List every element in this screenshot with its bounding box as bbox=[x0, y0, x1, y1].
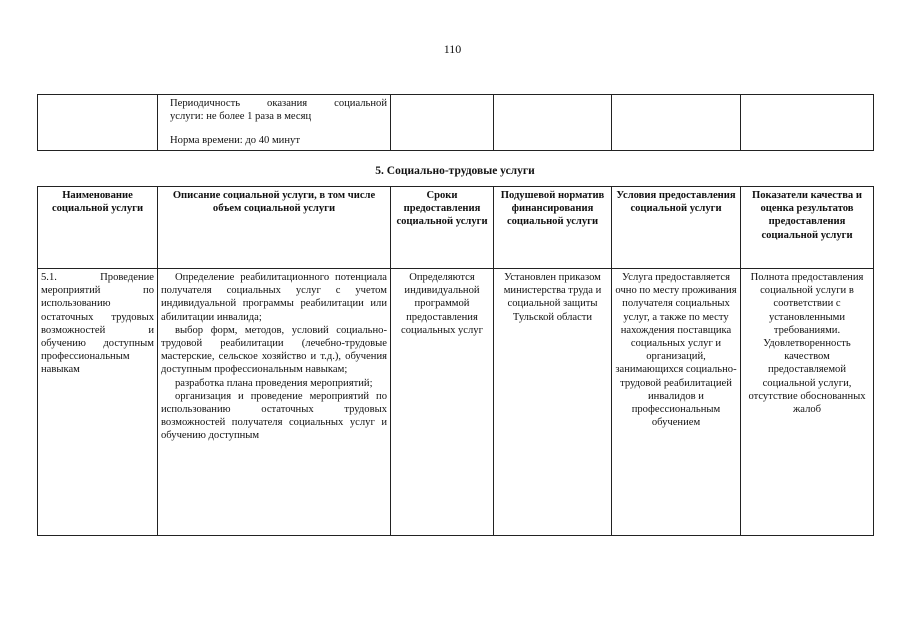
description-paragraph: организация и проведение мероприятий по использованию остаточных трудовых возможностей получателя социальных услуг и обучению доступным bbox=[161, 390, 387, 442]
description-line: услуги: не более 1 раза в месяц bbox=[170, 111, 312, 123]
table-cell bbox=[612, 95, 741, 151]
table-row bbox=[38, 269, 874, 536]
table-row bbox=[38, 95, 874, 151]
description-paragraph: Определение реабилитационного потенциала получателя социальных услуг с учетом индивидуальной программы реабилитации или абилитации инвалида; bbox=[161, 272, 387, 323]
column-header: Описание социальной услуги, в том числе объем социальной услуги bbox=[158, 187, 391, 269]
service-name-cell bbox=[38, 269, 158, 536]
conditions-cell: Услуга предоставляется очно по месту проживания получателя социальных услуг, а также по месту нахождения поставщика социальных услуг и организаций, занимающихся социально-трудовой реабилитацией инвалидов и профессиональным обучением bbox=[612, 269, 741, 536]
terms-cell: Определяются индивидуальной программой предоставления социальных услуг bbox=[391, 269, 494, 536]
continued-table bbox=[37, 94, 874, 151]
column-header: Показатели качества и оценка результатов предоставления социальной услуги bbox=[741, 187, 874, 269]
financing-cell: Установлен приказом министерства труда и социальной защиты Тульской области bbox=[494, 269, 612, 536]
header-row bbox=[38, 187, 874, 269]
service-name: 5.1. Проведение мероприятий по использованию остаточных трудовых возможностей и обучению доступным профессиональным навыкам bbox=[41, 272, 154, 376]
table-cell bbox=[391, 95, 494, 151]
table-cell bbox=[741, 95, 874, 151]
table-cell bbox=[38, 95, 158, 151]
column-header: Сроки предоставления социальной услуги bbox=[391, 187, 494, 269]
description-paragraph: разработка плана проведения мероприятий; bbox=[175, 377, 373, 389]
column-header: Наименование социальной услуги bbox=[38, 187, 158, 269]
table-cell bbox=[494, 95, 612, 151]
page-number: 110 bbox=[443, 42, 462, 56]
column-header: Подушевой норматив финансирования социальной услуги bbox=[494, 187, 612, 269]
quality-cell: Полнота предоставления социальной услуги в соответствии с установленными требованиями. Удовлетворенность качеством предоставляемой социальной услуги, отсутствие обоснованных жалоб bbox=[741, 269, 874, 536]
description-line: Норма времени: до 40 минут bbox=[170, 135, 300, 147]
service-description-cell bbox=[158, 269, 391, 536]
description-line: Периодичность оказания социальной bbox=[170, 98, 387, 109]
column-header: Условия предоставления социальной услуги bbox=[612, 187, 741, 269]
services-table bbox=[37, 186, 874, 536]
description-cell bbox=[158, 95, 391, 151]
section-title: 5. Социально-трудовые услуги bbox=[375, 165, 535, 177]
spacer bbox=[170, 123, 387, 134]
description-paragraph: выбор форм, методов, условий социально-трудовой реабилитации (лечебно-трудовые мастерские, сельское хозяйство и т.д.), обучения доступным профессиональным навыкам; bbox=[161, 324, 387, 376]
